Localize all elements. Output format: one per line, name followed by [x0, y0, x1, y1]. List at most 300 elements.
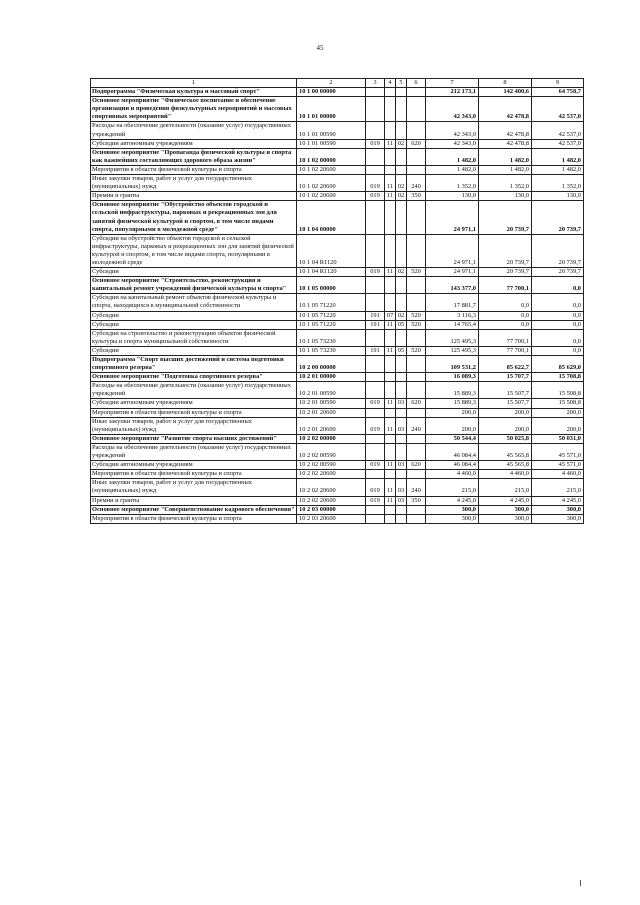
target-code: 10 1 02 20600 — [297, 165, 366, 174]
ministry-code — [366, 356, 385, 373]
amount-year-1: 125 495,3 — [426, 329, 479, 346]
row-name: Подпрограмма "Физическая культура и массовый спорт" — [91, 88, 297, 97]
amount-year-2: 42 478,8 — [479, 122, 532, 139]
ministry-code — [366, 122, 385, 139]
table-row — [91, 373, 584, 382]
subsection-code — [396, 356, 407, 373]
amount-year-1: 130,0 — [426, 192, 479, 201]
target-code: 10 2 02 20600 — [297, 470, 366, 479]
table-row — [91, 496, 584, 505]
amount-year-1: 143 377,0 — [426, 277, 479, 294]
column-header: 6 — [407, 79, 426, 88]
section-code — [385, 201, 396, 234]
amount-year-2: 15 507,7 — [479, 382, 532, 399]
table-row — [91, 399, 584, 408]
target-code: 10 1 02 20600 — [297, 175, 366, 192]
amount-year-2: 200,0 — [479, 408, 532, 417]
amount-year-1: 200,0 — [426, 417, 479, 434]
expense-type-code: 520 — [407, 346, 426, 355]
amount-year-2: 85 622,7 — [479, 356, 532, 373]
row-name: Субсидии автономным учреждениям — [91, 139, 297, 148]
column-header: 7 — [426, 79, 479, 88]
row-name: Субсидии на обустройство объектов городской и сельской инфраструктуры, парковых и рекреационных зон для занятий физической культурой и спортом, в том числе видами спорта, популярными в молодежной среде — [91, 234, 297, 267]
column-header: 8 — [479, 79, 532, 88]
section-code — [385, 470, 396, 479]
ministry-code — [366, 382, 385, 399]
section-code: 11 — [385, 346, 396, 355]
row-name: Субсидии — [91, 268, 297, 277]
table-row — [91, 148, 584, 165]
amount-year-3: 15 508,8 — [532, 382, 584, 399]
subsection-code: 02 — [396, 192, 407, 201]
expense-type-code — [407, 97, 426, 122]
page-number: 45 — [316, 44, 324, 52]
amount-year-2: 1 352,0 — [479, 175, 532, 192]
row-name: Мероприятия в области физической культуры и спорта — [91, 408, 297, 417]
table-row — [91, 408, 584, 417]
expense-type-code — [407, 408, 426, 417]
amount-year-3: 130,0 — [532, 192, 584, 201]
ministry-code: 019 — [366, 175, 385, 192]
expense-type-code: 520 — [407, 268, 426, 277]
ministry-code — [366, 294, 385, 311]
row-name: Иные закупки товаров, работ и услуг для государственных (муниципальных) нужд — [91, 175, 297, 192]
amount-year-3: 42 537,0 — [532, 97, 584, 122]
row-name: Основное мероприятие "Развитие спорта высших достижений" — [91, 434, 297, 443]
amount-year-2: 300,0 — [479, 505, 532, 514]
column-header: 3 — [366, 79, 385, 88]
amount-year-1: 15 889,3 — [426, 382, 479, 399]
amount-year-3: 200,0 — [532, 417, 584, 434]
row-name: Субсидии автономным учреждениям — [91, 461, 297, 470]
ministry-code — [366, 505, 385, 514]
amount-year-1: 46 084,4 — [426, 443, 479, 460]
amount-year-1: 300,0 — [426, 514, 479, 523]
section-code: 11 — [385, 192, 396, 201]
table-row — [91, 356, 584, 373]
section-code: 11 — [385, 399, 396, 408]
table-row — [91, 277, 584, 294]
subsection-code — [396, 88, 407, 97]
target-code: 10 1 02 20600 — [297, 192, 366, 201]
target-code: 10 2 01 00590 — [297, 399, 366, 408]
subsection-code — [396, 373, 407, 382]
table-row — [91, 139, 584, 148]
target-code: 10 2 02 20600 — [297, 479, 366, 496]
ministry-code — [366, 234, 385, 267]
amount-year-2: 15 507,7 — [479, 399, 532, 408]
amount-year-3: 20 739,7 — [532, 234, 584, 267]
section-code — [385, 148, 396, 165]
target-code: 10 2 02 00000 — [297, 434, 366, 443]
target-code: 10 1 05 73230 — [297, 329, 366, 346]
amount-year-2: 215,0 — [479, 479, 532, 496]
amount-year-2: 20 739,7 — [479, 234, 532, 267]
row-name: Субсидии — [91, 320, 297, 329]
ministry-code — [366, 88, 385, 97]
ministry-code — [366, 97, 385, 122]
amount-year-3: 1 482,0 — [532, 148, 584, 165]
subsection-code — [396, 97, 407, 122]
row-name: Субсидии автономным учреждениям — [91, 399, 297, 408]
amount-year-2: 45 565,8 — [479, 443, 532, 460]
amount-year-2: 0,0 — [479, 294, 532, 311]
row-name: Иные закупки товаров, работ и услуг для государственных (муниципальных) нужд — [91, 479, 297, 496]
section-code — [385, 443, 396, 460]
section-code — [385, 514, 396, 523]
row-name: Расходы на обеспечение деятельности (оказание услуг) государственных учреждений — [91, 122, 297, 139]
amount-year-2: 300,0 — [479, 514, 532, 523]
table-row — [91, 470, 584, 479]
amount-year-3: 15 508,8 — [532, 399, 584, 408]
ministry-code: 019 — [366, 268, 385, 277]
expense-type-code — [407, 88, 426, 97]
subsection-code: 05 — [396, 346, 407, 355]
subsection-code — [396, 294, 407, 311]
ministry-code: 019 — [366, 399, 385, 408]
table-body — [91, 88, 584, 524]
subsection-code — [396, 201, 407, 234]
amount-year-1: 46 084,4 — [426, 461, 479, 470]
target-code: 10 1 04 00000 — [297, 201, 366, 234]
expense-type-code — [407, 148, 426, 165]
amount-year-1: 50 544,4 — [426, 434, 479, 443]
row-name: Основное мероприятие "Пропаганда физической культуры и спорта как важнейших составляющих здорового образа жизни" — [91, 148, 297, 165]
ministry-code — [366, 434, 385, 443]
subsection-code — [396, 505, 407, 514]
section-code: 11 — [385, 175, 396, 192]
amount-year-2: 45 565,8 — [479, 461, 532, 470]
target-code: 10 1 05 71220 — [297, 294, 366, 311]
section-code — [385, 122, 396, 139]
amount-year-3: 64 758,7 — [532, 88, 584, 97]
amount-year-3: 42 537,0 — [532, 122, 584, 139]
row-name: Субсидии на строительство и реконструкцию объектов физической культуры и спорта муниципальной собственности — [91, 329, 297, 346]
amount-year-1: 17 881,7 — [426, 294, 479, 311]
expense-type-code — [407, 356, 426, 373]
section-code — [385, 505, 396, 514]
table-row — [91, 443, 584, 460]
amount-year-3: 85 629,0 — [532, 356, 584, 373]
amount-year-1: 1 482,0 — [426, 148, 479, 165]
ministry-code: 191 — [366, 320, 385, 329]
amount-year-2: 77 700,1 — [479, 329, 532, 346]
scan-mark — [580, 880, 581, 886]
table-row — [91, 175, 584, 192]
row-name: Основное мероприятие "Обустройство объектов городской и сельской инфраструктуры, парковых и рекреационных зон для занятий физической культурой и спортом, в том числе видами спорта, популярными в молодежной среде" — [91, 201, 297, 234]
amount-year-2: 15 707,7 — [479, 373, 532, 382]
subsection-code — [396, 329, 407, 346]
amount-year-2: 0,0 — [479, 320, 532, 329]
amount-year-3: 0,0 — [532, 311, 584, 320]
expense-type-code — [407, 329, 426, 346]
target-code: 10 2 02 00590 — [297, 443, 366, 460]
target-code: 10 1 05 00000 — [297, 277, 366, 294]
column-header: 2 — [297, 79, 366, 88]
expense-type-code — [407, 201, 426, 234]
section-code: 11 — [385, 461, 396, 470]
amount-year-3: 1 352,0 — [532, 175, 584, 192]
target-code: 10 2 01 20600 — [297, 408, 366, 417]
row-name: Мероприятия в области физической культуры и спорта — [91, 165, 297, 174]
section-code: 11 — [385, 479, 396, 496]
expense-type-code: 240 — [407, 417, 426, 434]
table-row — [91, 514, 584, 523]
amount-year-1: 3 116,3 — [426, 311, 479, 320]
ministry-code: 191 — [366, 311, 385, 320]
subsection-code — [396, 382, 407, 399]
target-code: 10 1 04 R1120 — [297, 268, 366, 277]
row-name: Расходы на обеспечение деятельности (оказание услуг) государственных учреждений — [91, 382, 297, 399]
subsection-code — [396, 408, 407, 417]
amount-year-1: 125 495,3 — [426, 346, 479, 355]
subsection-code — [396, 434, 407, 443]
expense-type-code — [407, 294, 426, 311]
target-code: 10 2 03 00000 — [297, 505, 366, 514]
subsection-code: 03 — [396, 479, 407, 496]
ministry-code: 019 — [366, 417, 385, 434]
table-row — [91, 346, 584, 355]
amount-year-3: 0,0 — [532, 277, 584, 294]
table-row — [91, 268, 584, 277]
amount-year-3: 4 245,0 — [532, 496, 584, 505]
subsection-code — [396, 443, 407, 460]
expense-type-code: 350 — [407, 496, 426, 505]
section-code — [385, 329, 396, 346]
amount-year-1: 1 352,0 — [426, 175, 479, 192]
ministry-code — [366, 470, 385, 479]
section-code — [385, 165, 396, 174]
expense-type-code — [407, 277, 426, 294]
expense-type-code: 620 — [407, 461, 426, 470]
expense-type-code — [407, 470, 426, 479]
ministry-code — [366, 443, 385, 460]
amount-year-1: 16 089,3 — [426, 373, 479, 382]
amount-year-2: 0,0 — [479, 311, 532, 320]
section-code: 11 — [385, 320, 396, 329]
target-code: 10 2 01 00590 — [297, 382, 366, 399]
ministry-code: 019 — [366, 192, 385, 201]
amount-year-1: 300,0 — [426, 505, 479, 514]
ministry-code: 191 — [366, 346, 385, 355]
budget-table — [90, 78, 584, 524]
amount-year-2: 4 245,0 — [479, 496, 532, 505]
amount-year-1: 24 971,1 — [426, 268, 479, 277]
amount-year-1: 212 173,1 — [426, 88, 479, 97]
expense-type-code — [407, 373, 426, 382]
column-header: 9 — [532, 79, 584, 88]
table-row — [91, 201, 584, 234]
amount-year-3: 0,0 — [532, 329, 584, 346]
table-row — [91, 165, 584, 174]
subsection-code: 05 — [396, 320, 407, 329]
section-code: 11 — [385, 417, 396, 434]
table-row — [91, 234, 584, 267]
ministry-code — [366, 148, 385, 165]
table-row — [91, 311, 584, 320]
amount-year-1: 24 971,1 — [426, 234, 479, 267]
target-code: 10 1 00 00000 — [297, 88, 366, 97]
row-name: Основное мероприятие "Физическое воспитание и обеспечение организации и проведения физкультурных мероприятий и массовых спортивных мероприятий" — [91, 97, 297, 122]
target-code: 10 1 04 R1120 — [297, 234, 366, 267]
table-row — [91, 505, 584, 514]
section-code — [385, 434, 396, 443]
amount-year-2: 42 478,8 — [479, 139, 532, 148]
table-row — [91, 320, 584, 329]
row-name: Субсидии — [91, 346, 297, 355]
amount-year-3: 0,0 — [532, 346, 584, 355]
expense-type-code — [407, 443, 426, 460]
section-code: 11 — [385, 139, 396, 148]
subsection-code: 03 — [396, 399, 407, 408]
row-name: Подпрограмма "Спорт высших достижений и система подготовки спортивного резерва" — [91, 356, 297, 373]
subsection-code — [396, 234, 407, 267]
amount-year-1: 4 245,0 — [426, 496, 479, 505]
ministry-code — [366, 277, 385, 294]
row-name: Основное мероприятие "Подготовка спортивного резерва" — [91, 373, 297, 382]
amount-year-3: 1 482,0 — [532, 165, 584, 174]
expense-type-code: 520 — [407, 311, 426, 320]
amount-year-1: 4 460,0 — [426, 470, 479, 479]
subsection-code — [396, 122, 407, 139]
subsection-code: 02 — [396, 268, 407, 277]
row-name: Мероприятия в области физической культуры и спорта — [91, 514, 297, 523]
ministry-code: 019 — [366, 479, 385, 496]
amount-year-2: 200,0 — [479, 417, 532, 434]
amount-year-3: 0,0 — [532, 320, 584, 329]
amount-year-2: 130,0 — [479, 192, 532, 201]
row-name: Субсидии — [91, 311, 297, 320]
amount-year-3: 45 571,0 — [532, 461, 584, 470]
table-row — [91, 88, 584, 97]
amount-year-1: 24 971,1 — [426, 201, 479, 234]
target-code: 10 2 01 00000 — [297, 373, 366, 382]
subsection-code — [396, 470, 407, 479]
expense-type-code: 240 — [407, 175, 426, 192]
expense-type-code — [407, 514, 426, 523]
amount-year-1: 200,0 — [426, 408, 479, 417]
expense-type-code — [407, 165, 426, 174]
expense-type-code — [407, 505, 426, 514]
subsection-code: 02 — [396, 139, 407, 148]
row-name: Субсидии на капитальный ремонт объектов физической культуры и спорта, находящихся в муниципальной собственности — [91, 294, 297, 311]
subsection-code: 03 — [396, 461, 407, 470]
ministry-code — [366, 408, 385, 417]
amount-year-1: 215,0 — [426, 479, 479, 496]
amount-year-3: 300,0 — [532, 514, 584, 523]
table-row — [91, 434, 584, 443]
row-name: Основное мероприятие "Строительство, реконструкция и капитальный ремонт учреждений физической культуры и спорта" — [91, 277, 297, 294]
row-name: Иные закупки товаров, работ и услуг для государственных (муниципальных) нужд — [91, 417, 297, 434]
target-code: 10 2 02 20600 — [297, 496, 366, 505]
section-code — [385, 88, 396, 97]
target-code: 10 1 05 73230 — [297, 346, 366, 355]
subsection-code: 03 — [396, 417, 407, 434]
subsection-code — [396, 277, 407, 294]
expense-type-code — [407, 434, 426, 443]
expense-type-code — [407, 122, 426, 139]
ministry-code — [366, 201, 385, 234]
table-row — [91, 461, 584, 470]
target-code: 10 1 02 00000 — [297, 148, 366, 165]
amount-year-3: 50 031,0 — [532, 434, 584, 443]
table-row — [91, 122, 584, 139]
section-code — [385, 294, 396, 311]
amount-year-2: 77 700,1 — [479, 346, 532, 355]
target-code: 10 2 00 00000 — [297, 356, 366, 373]
amount-year-2: 1 482,0 — [479, 165, 532, 174]
expense-type-code: 520 — [407, 320, 426, 329]
amount-year-1: 42 343,0 — [426, 122, 479, 139]
ministry-code — [366, 514, 385, 523]
target-code: 10 2 01 20600 — [297, 417, 366, 434]
section-code — [385, 382, 396, 399]
amount-year-1: 15 889,3 — [426, 399, 479, 408]
amount-year-3: 4 460,0 — [532, 470, 584, 479]
amount-year-3: 215,0 — [532, 479, 584, 496]
table-row — [91, 192, 584, 201]
amount-year-1: 109 531,2 — [426, 356, 479, 373]
section-code: 11 — [385, 496, 396, 505]
expense-type-code: 620 — [407, 399, 426, 408]
expense-type-code: 620 — [407, 139, 426, 148]
expense-type-code — [407, 234, 426, 267]
row-name: Расходы на обеспечение деятельности (оказание услуг) государственных учреждений — [91, 443, 297, 460]
table-row — [91, 479, 584, 496]
table-row — [91, 329, 584, 346]
target-code: 10 1 01 00590 — [297, 139, 366, 148]
subsection-code: 03 — [396, 496, 407, 505]
section-code — [385, 97, 396, 122]
table-row — [91, 382, 584, 399]
amount-year-3: 300,0 — [532, 505, 584, 514]
section-code — [385, 408, 396, 417]
ministry-code: 019 — [366, 139, 385, 148]
amount-year-3: 20 739,7 — [532, 201, 584, 234]
amount-year-2: 4 460,0 — [479, 470, 532, 479]
amount-year-2: 1 482,0 — [479, 148, 532, 165]
subsection-code: 02 — [396, 311, 407, 320]
row-name: Мероприятия в области физической культуры и спорта — [91, 470, 297, 479]
expense-type-code — [407, 382, 426, 399]
table-row — [91, 97, 584, 122]
section-code — [385, 373, 396, 382]
subsection-code — [396, 514, 407, 523]
amount-year-2: 20 739,7 — [479, 201, 532, 234]
amount-year-3: 200,0 — [532, 408, 584, 417]
section-code — [385, 277, 396, 294]
amount-year-2: 77 700,1 — [479, 277, 532, 294]
target-code: 10 1 01 00000 — [297, 97, 366, 122]
column-header: 4 — [385, 79, 396, 88]
subsection-code: 02 — [396, 175, 407, 192]
ministry-code — [366, 373, 385, 382]
target-code: 10 1 05 71220 — [297, 320, 366, 329]
amount-year-3: 45 571,0 — [532, 443, 584, 460]
amount-year-1: 1 482,0 — [426, 165, 479, 174]
section-code: 07 — [385, 311, 396, 320]
target-code: 10 2 03 20600 — [297, 514, 366, 523]
amount-year-3: 15 708,8 — [532, 373, 584, 382]
target-code: 10 2 02 00590 — [297, 461, 366, 470]
row-name: Премии и гранты — [91, 192, 297, 201]
ministry-code: 019 — [366, 496, 385, 505]
amount-year-2: 142 400,6 — [479, 88, 532, 97]
amount-year-2: 20 739,7 — [479, 268, 532, 277]
ministry-code: 019 — [366, 461, 385, 470]
expense-type-code: 350 — [407, 192, 426, 201]
table-row — [91, 417, 584, 434]
